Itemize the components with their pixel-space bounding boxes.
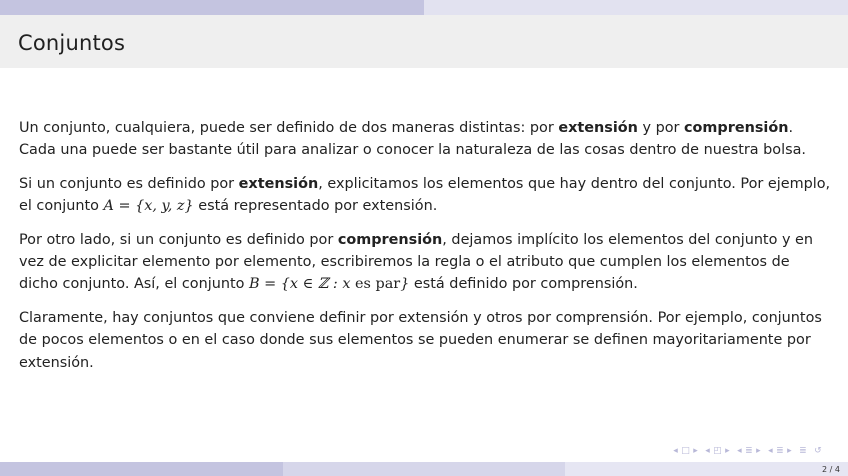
- text-run: Un conjunto, cualquiera, puede ser definido de dos maneras distintas: por: [19, 120, 559, 136]
- paragraph-extension: [19, 173, 831, 218]
- text-run: , explicitamos los elementos que hay dentro del conjunto. Por ejemplo, el conjunto: [19, 175, 831, 215]
- header-bar-section-right: [424, 0, 848, 15]
- frame-title: Conjuntos: [18, 31, 126, 55]
- bold-term-extension: extensión: [238, 175, 319, 192]
- header-bar-section-left: [0, 0, 424, 15]
- footer-section-center: [283, 462, 565, 476]
- bold-term-comprehension: comprensión: [684, 120, 789, 136]
- text-run: está definido por comprensión.: [409, 276, 638, 293]
- nav-frame-icon[interactable]: ◂ □ ▸: [673, 446, 699, 456]
- nav-presentation-icon[interactable]: ◂ ≣ ▸: [768, 446, 792, 456]
- footer-bar: [0, 462, 848, 476]
- math-set-b-start: B = {x ∈ ℤ : x: [248, 276, 356, 293]
- header-bar: [0, 0, 848, 15]
- bold-term-comprehension: comprensión: [337, 231, 443, 248]
- nav-subsection-icon[interactable]: ◂ ◰ ▸: [705, 446, 730, 456]
- text-run: Si un conjunto es definido por: [19, 175, 239, 192]
- nav-section-icon[interactable]: ◂ ≣ ▸: [737, 446, 761, 456]
- slide-body: [19, 117, 831, 385]
- math-set-b-text: es par: [355, 276, 401, 293]
- page-number: 2 / 4: [822, 465, 840, 474]
- text-run: . Cada una puede ser bastante útil para analizar o conocer la naturaleza de las cosas dentro de nuestra bolsa.: [19, 120, 806, 159]
- paragraph-definition: [19, 117, 831, 162]
- math-set-a: A = {x, y, z}: [103, 198, 194, 215]
- nav-align-icon[interactable]: ≣: [799, 446, 807, 456]
- text-run: está representado por extensión.: [193, 198, 438, 215]
- math-set-b: [249, 276, 409, 292]
- math-set-b-end: }: [400, 276, 410, 293]
- frame-title-bar: [0, 15, 848, 68]
- paragraph-comprehension: [19, 229, 831, 296]
- footer-section-left: [0, 462, 283, 476]
- bold-term-extension: extensión: [558, 120, 638, 136]
- paragraph-conclusion: Claramente, hay conjuntos que conviene definir por extensión y otros por comprensión. Por ejemplo, conjuntos de pocos elementos o en el caso donde sus elementos se pueden enumerar se definen mayoritariamente por extensión.: [19, 309, 822, 371]
- footer-section-right: [565, 462, 848, 476]
- text-run: , dejamos implícito los elementos del conjunto y en vez de explicitar elemento por elemento, escribiremos la regla o el atributo que cumplen los elementos de dicho conjunto. Así, el conjunto: [19, 231, 814, 293]
- text-run: y por: [637, 120, 685, 136]
- nav-search-icon[interactable]: ↺: [814, 446, 822, 456]
- beamer-navigation: [669, 446, 822, 456]
- text-run: Por otro lado, si un conjunto es definido por: [19, 231, 338, 248]
